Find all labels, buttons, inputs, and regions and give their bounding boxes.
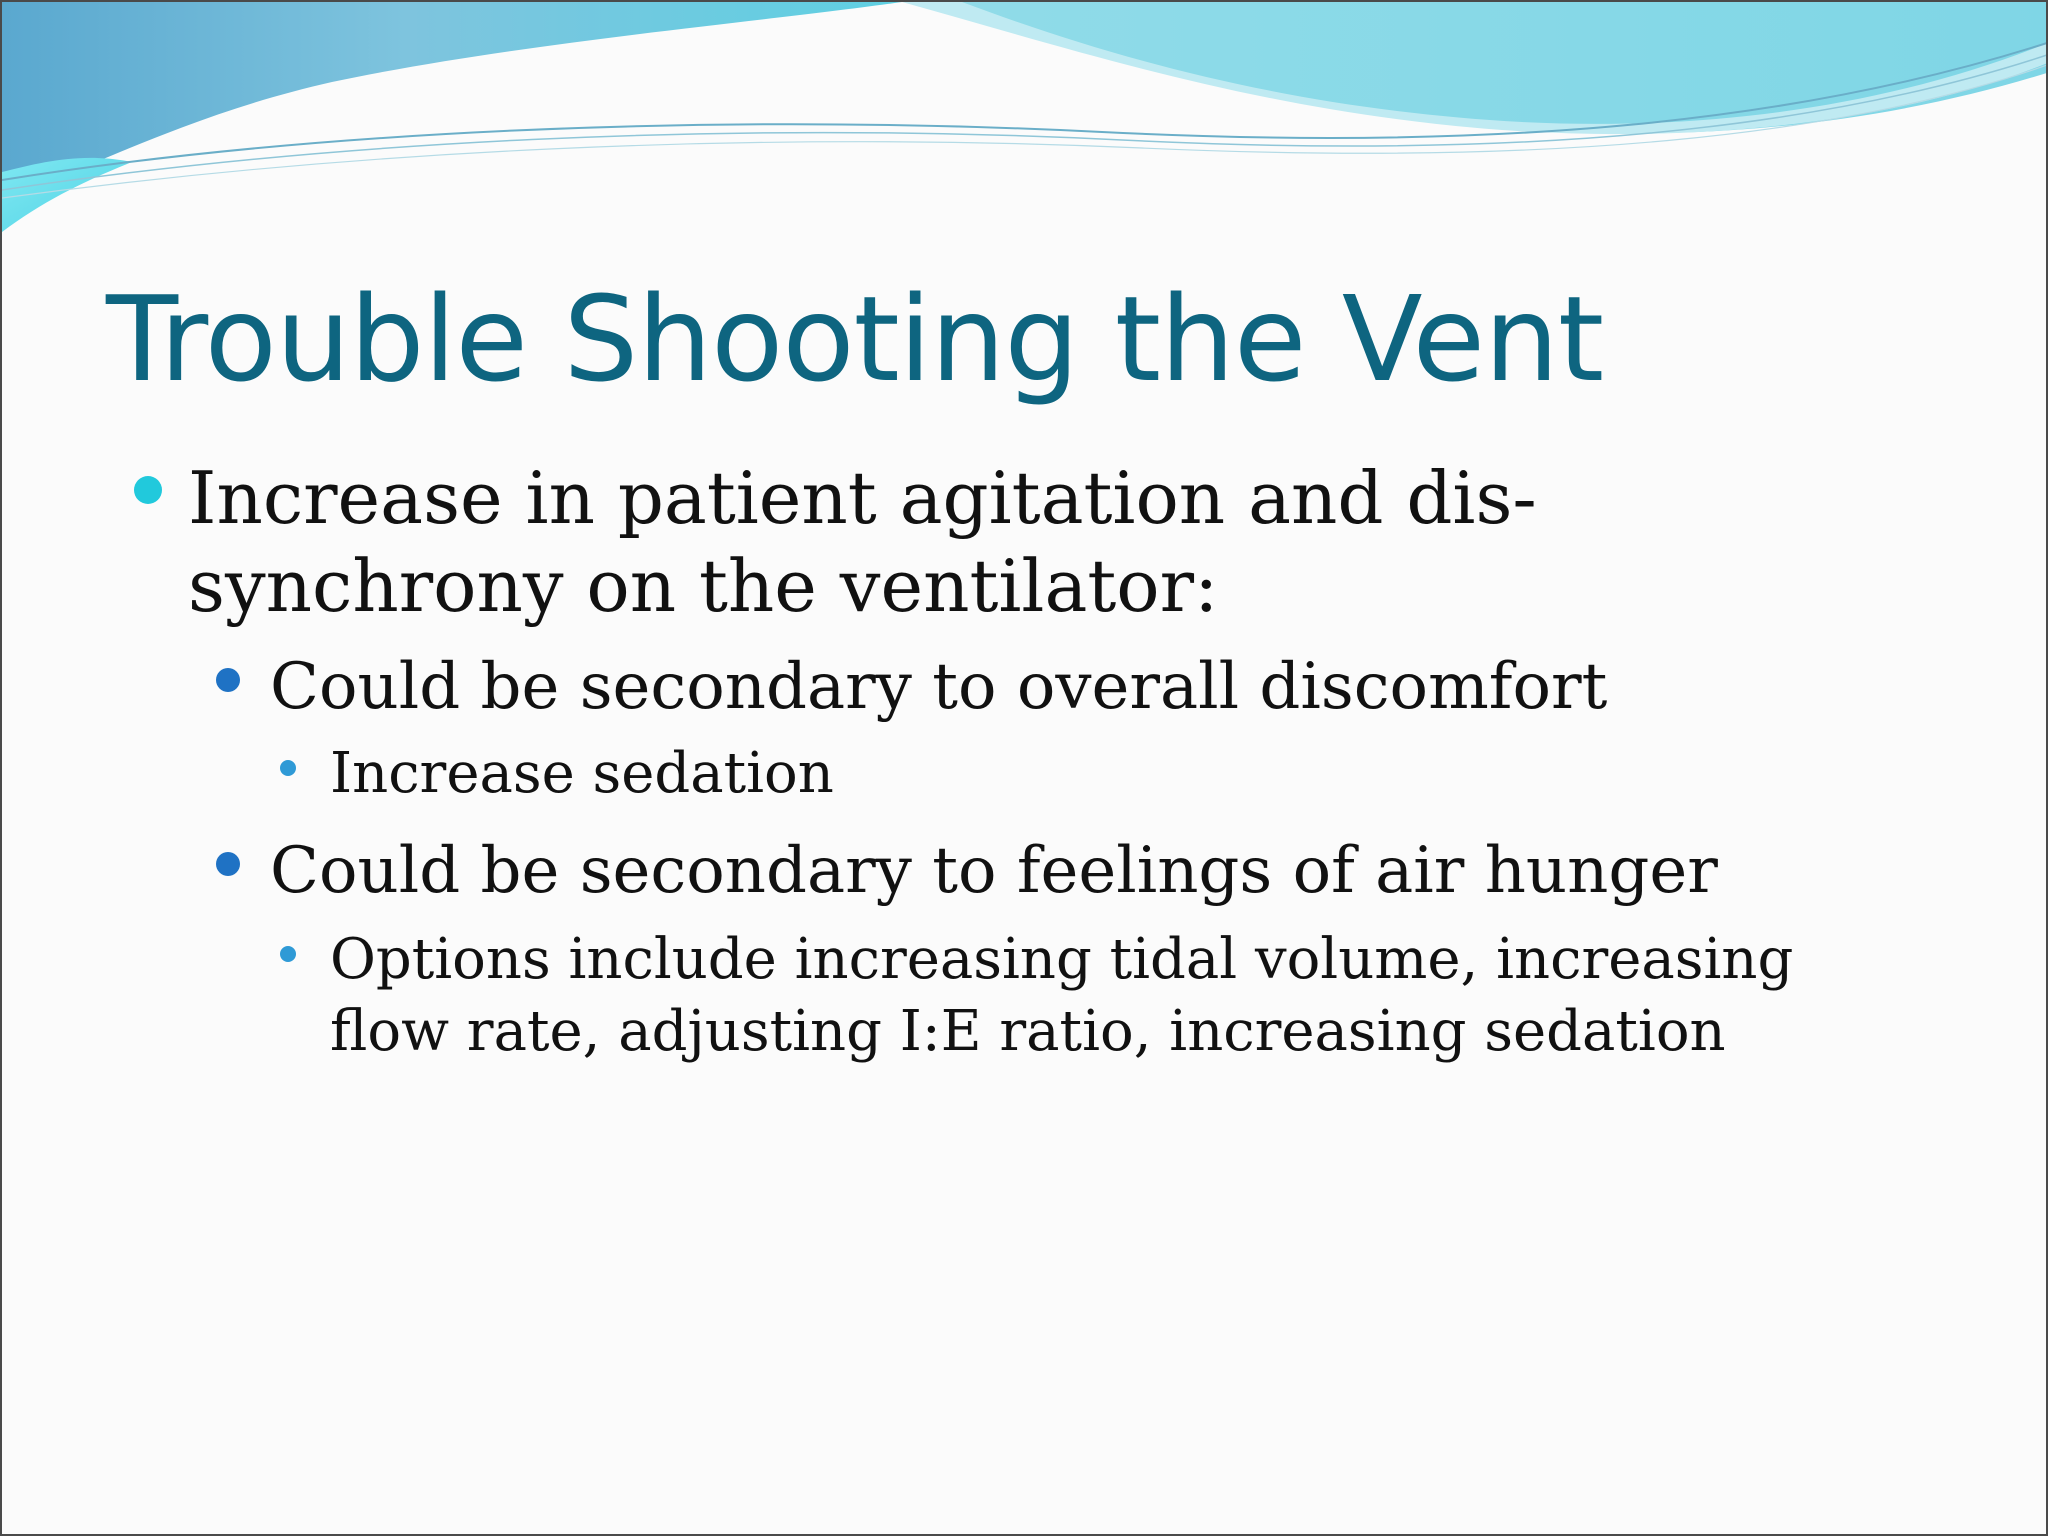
- slide-title: Trouble Shooting the Vent: [106, 270, 1604, 408]
- bullet-dot-icon: [134, 476, 162, 504]
- bullet-text: Could be secondary to feelings of air hunger: [270, 834, 1718, 908]
- bullet-level-2: [270, 648, 1607, 726]
- bullet-dot-icon: [216, 852, 240, 876]
- header-wave-decoration: [2, 2, 2048, 242]
- bullet-text: Increase sedation: [330, 741, 834, 806]
- bullet-level-3: [330, 924, 1890, 1068]
- bullet-level-1: [188, 454, 1908, 630]
- bullet-dot-icon: [280, 946, 296, 962]
- bullet-dot-icon: [216, 668, 240, 692]
- bullet-dot-icon: [280, 760, 296, 776]
- bullet-level-3: [330, 738, 1890, 810]
- bullet-text: Increase in patient agitation and dis-synchrony on the ventilator:: [188, 456, 1537, 628]
- bullet-text: Could be secondary to overall discomfort: [270, 650, 1608, 724]
- bullet-text: Options include increasing tidal volume, increasing flow rate, adjusting I:E ratio, increasing sedation: [330, 927, 1794, 1064]
- bullet-level-2: [270, 832, 1718, 910]
